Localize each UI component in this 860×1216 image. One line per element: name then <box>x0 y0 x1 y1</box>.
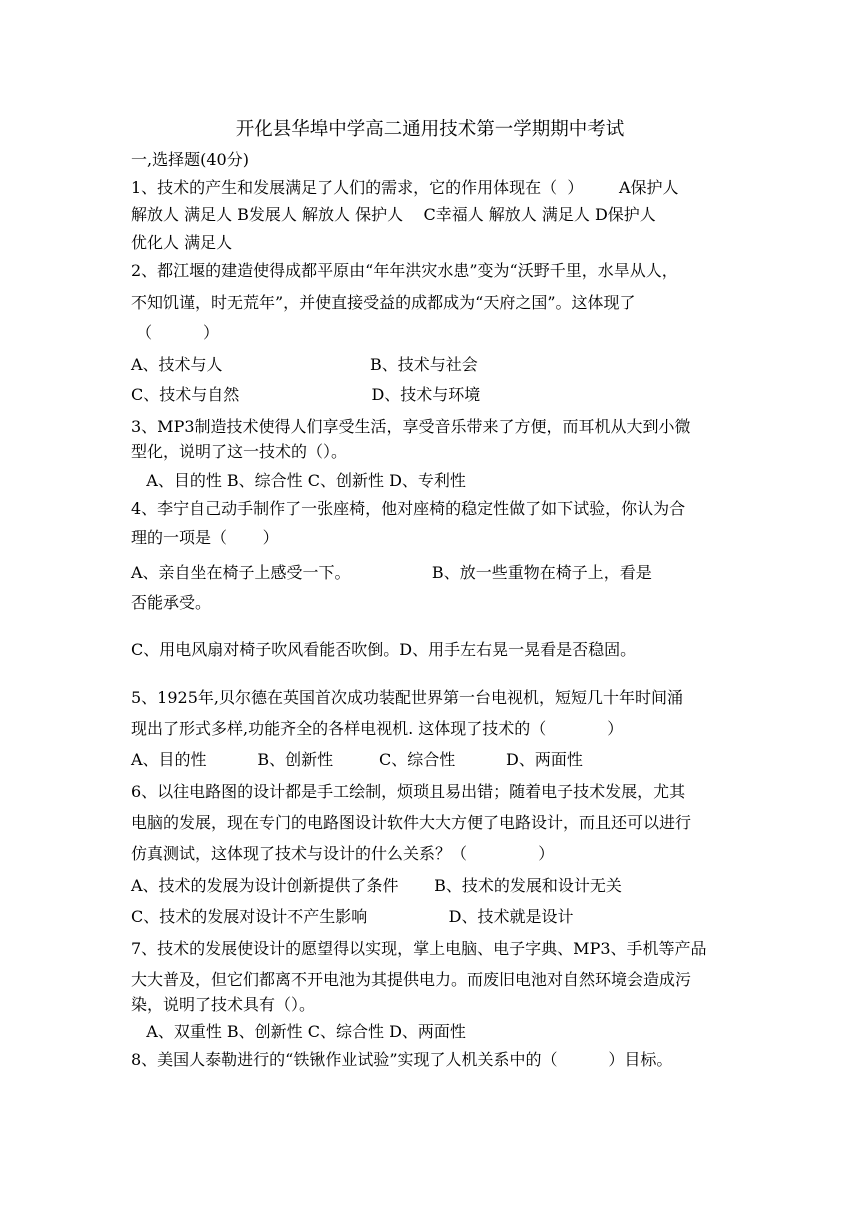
text-line: C、技术的发展对设计不产生影响 D、技术就是设计 <box>131 907 574 926</box>
text-line: A、技术与人 B、技术与社会 <box>131 355 478 374</box>
text-line: 仿真测试，这体现了技术与设计的什么关系？（ ） <box>131 844 555 863</box>
text-line: 解放人 满足人 B发展人 解放人 保护人 C幸福人 解放人 满足人 D保护人 <box>131 205 656 224</box>
text-line: 染，说明了技术具有（）。 <box>131 995 316 1014</box>
text-line: A、技术的发展为设计创新提供了条件 B、技术的发展和设计无关 <box>131 876 622 895</box>
text-line: A、目的性 B、综合性 C、创新性 D、专利性 <box>131 471 466 490</box>
text-line: 6、以往电路图的设计都是手工绘制，烦琐且易出错；随着电子技术发展，尤其 <box>131 782 686 801</box>
text-line: 4、李宁自己动手制作了一张座椅，他对座椅的稳定性做了如下试验，你认为合 <box>131 499 686 518</box>
text-line: 理的一项是（ ） <box>131 528 279 547</box>
section-heading: 一,选择题(40分) <box>131 150 249 169</box>
text-line: 1、技术的产生和发展满足了人们的需求，它的作用体现在（ ） A保护人 <box>131 178 679 197</box>
text-line: 8、美国人泰勒进行的“铁锹作业试验”实现了人机关系中的（ ）目标。 <box>131 1050 673 1069</box>
text-line: A、亲自坐在椅子上感受一下。 B、放一些重物在椅子上，看是 <box>131 563 652 582</box>
text-line: 优化人 满足人 <box>131 233 233 252</box>
text-line: 电脑的发展，现在专门的电路图设计软件大大方便了电路设计，而且还可以进行 <box>131 813 692 832</box>
text-line: 否能承受。 <box>131 593 212 612</box>
text-line: 现出了形式多样,功能齐全的各样电视机. 这体现了技术的（ ） <box>131 719 624 738</box>
text-line: 2、都江堰的建造使得成都平原由“年年洪灾水患”变为“沃野千里，水旱从人， <box>131 261 678 280</box>
text-line: 3、MP3制造技术使得人们享受生活，享受音乐带来了方便，而耳机从大到小微 <box>131 417 691 436</box>
exam-title: 开化县华埠中学高二通用技术第一学期期中考试 <box>235 119 625 140</box>
text-line: 大大普及，但它们都离不开电池为其提供电力。而废旧电池对自然环境会造成污 <box>131 970 692 989</box>
text-line: 5、1925年,贝尔德在英国首次成功装配世界第一台电视机，短短几十年时间涌 <box>131 688 683 707</box>
text-line: 型化，说明了这一技术的（）。 <box>131 442 348 461</box>
text-line: A、目的性 B、创新性 C、综合性 D、两面性 <box>131 750 583 769</box>
text-line: C、用电风扇对椅子吹风看能否吹倒。D、用手左右晃一晃看是否稳固。 <box>131 640 637 659</box>
text-line: A、双重性 B、创新性 C、综合性 D、两面性 <box>131 1022 466 1041</box>
text-line: （ ） <box>131 323 219 342</box>
text-line: C、技术与自然 D、技术与环境 <box>131 385 481 404</box>
text-line: 不知饥谨，时无荒年”，并使直接受益的成都成为“天府之国”。这体现了 <box>131 293 636 312</box>
text-line: 7、技术的发展使设计的愿望得以实现，掌上电脑、电子字典、MP3、手机等产品 <box>131 939 707 958</box>
